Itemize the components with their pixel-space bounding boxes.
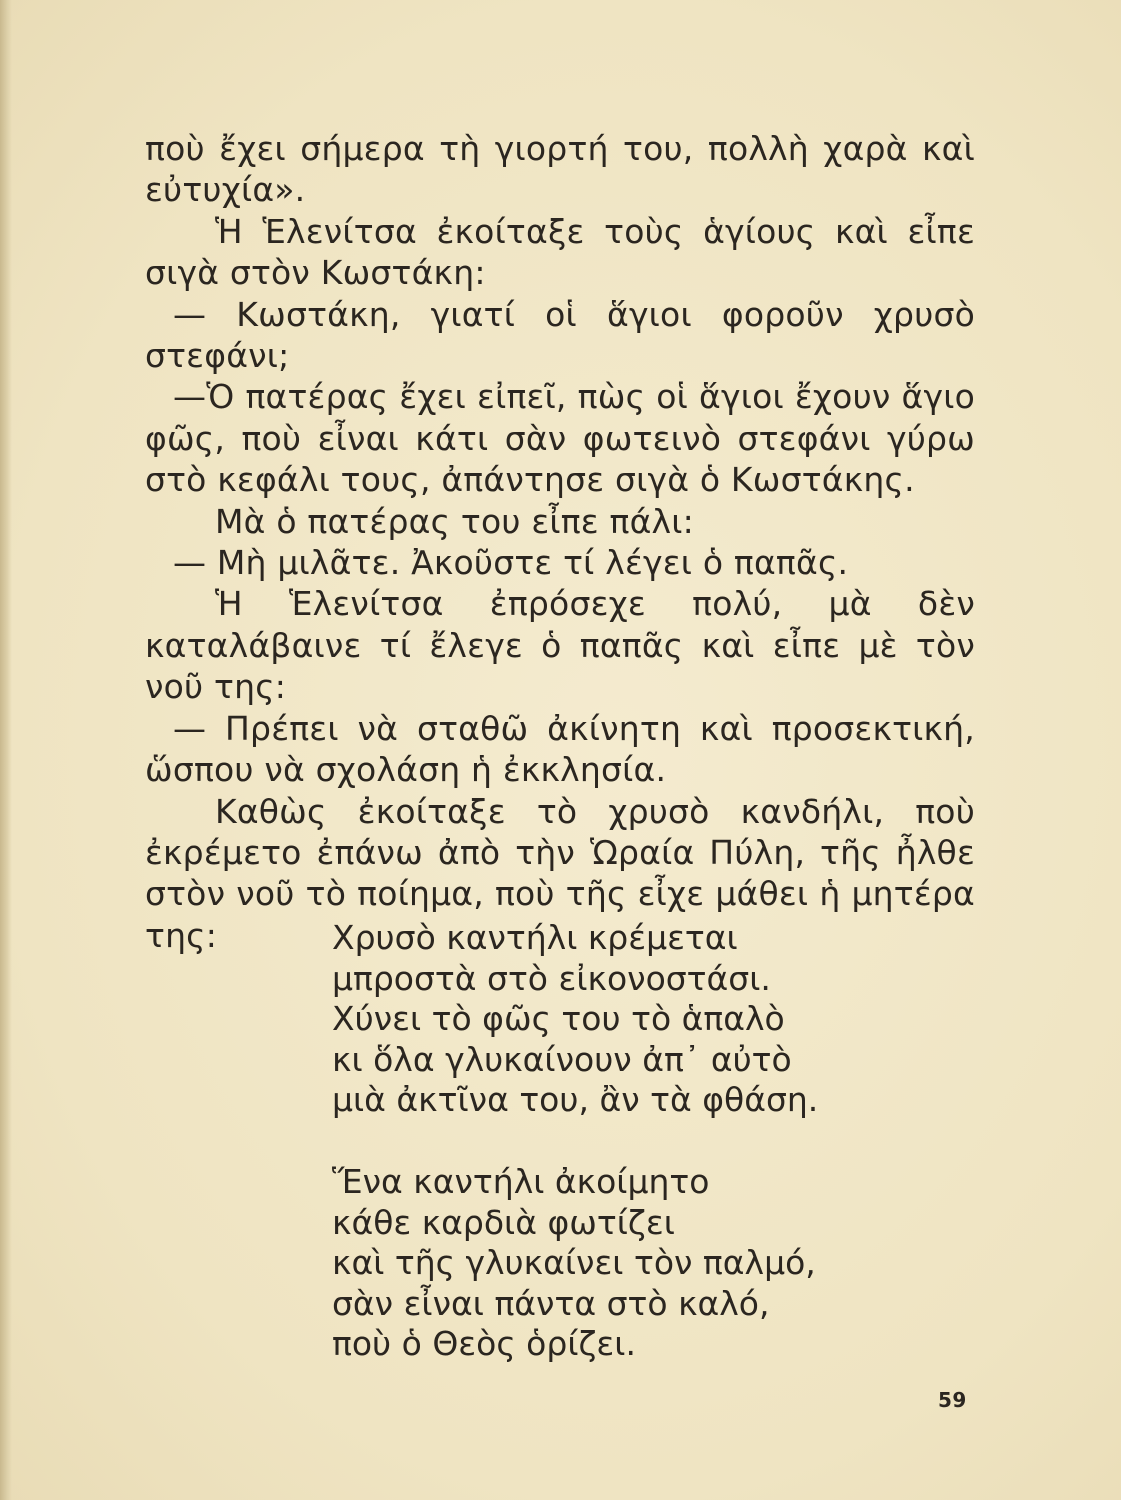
- poem-line: ποὺ ὁ Θεὸς ὁρίζει.: [332, 1324, 636, 1364]
- poem-line: καὶ τῆς γλυκαίνει τὸν παλμό,: [332, 1243, 816, 1283]
- poem-line: Ἕνα καντήλι ἀκοίμητο: [332, 1162, 710, 1201]
- dialogue-line: — Κωστάκη, γιατί οἱ ἅγιοι φοροῦν χρυσὸ στεφάνι;: [145, 294, 975, 376]
- poem-line: μιὰ ἀκτῖνα του, ἂν τὰ φθάση.: [332, 1080, 819, 1120]
- prose-body: [145, 128, 975, 956]
- paragraph-continuation: ποὺ ἔχει σήμερα τὴ γιορτή του, πολλὴ χαρὰ καὶ εὐτυχία».: [145, 129, 975, 210]
- poem-line: κι ὅλα γλυκαίνουν ἀπ᾽ αὐτὸ: [332, 1039, 792, 1079]
- poem-line: Χύνει τὸ φῶς του τὸ ἁπαλὸ: [332, 999, 785, 1039]
- poem-line: σὰν εἶναι πάντα στὸ καλό,: [332, 1283, 770, 1323]
- dialogue-line: — Πρέπει νὰ σταθῶ ἀκίνητη καὶ προσεκτική, ὥσπου νὰ σχολάση ἡ ἐκκλησία.: [145, 708, 975, 790]
- page-spine-shadow: [0, 0, 12, 1500]
- page-number: 59: [938, 1388, 967, 1412]
- poem-line: κάθε καρδιὰ φωτίζει: [332, 1202, 675, 1242]
- poem-line: μπροστὰ στὸ εἰκονοστάσι.: [332, 958, 771, 998]
- paragraph: Ἡ Ἑλενίτσα ἐκοίταξε τοὺς ἁγίους καὶ εἶπε σιγὰ στὸν Κωστάκη:: [145, 211, 975, 293]
- poem-line: Χρυσὸ καντήλι κρέμεται: [332, 918, 738, 957]
- paragraph: Μὰ ὁ πατέρας του εἶπε πάλι:: [215, 501, 694, 541]
- paragraph: Καθὼς ἐκοίταξε τὸ χρυσὸ κανδήλι, ποὺ ἐκρέμετο ἐπάνω ἀπὸ τὴν Ὡραία Πύλη, τῆς ἦλθε στὸν νοῦ τὸ ποίημα, ποὺ τῆς εἶχε μάθει ἡ μητέρα της:: [145, 791, 975, 955]
- poem-stanza-2: [332, 1162, 852, 1365]
- paragraph: Ἡ Ἑλενίτσα ἐπρόσεχε πολύ, μὰ δὲν καταλάβαινε τί ἔλεγε ὁ παπᾶς καὶ εἶπε μὲ τὸν νοῦ της:: [145, 584, 975, 707]
- dialogue-line: —Ὁ πατέρας ἔχει εἰπεῖ, πὼς οἱ ἅγιοι ἔχουν ἅγιο φῶς, ποὺ εἶναι κάτι σὰν φωτεινὸ στεφάνι γύρω στὸ κεφάλι τους, ἀπάντησε σιγὰ ὁ Κωστάκης.: [145, 377, 975, 500]
- poem-stanza-1: [332, 918, 852, 1121]
- dialogue-line: — Μὴ μιλᾶτε. Ἀκοῦστε τί λέγει ὁ παπᾶς.: [173, 543, 849, 583]
